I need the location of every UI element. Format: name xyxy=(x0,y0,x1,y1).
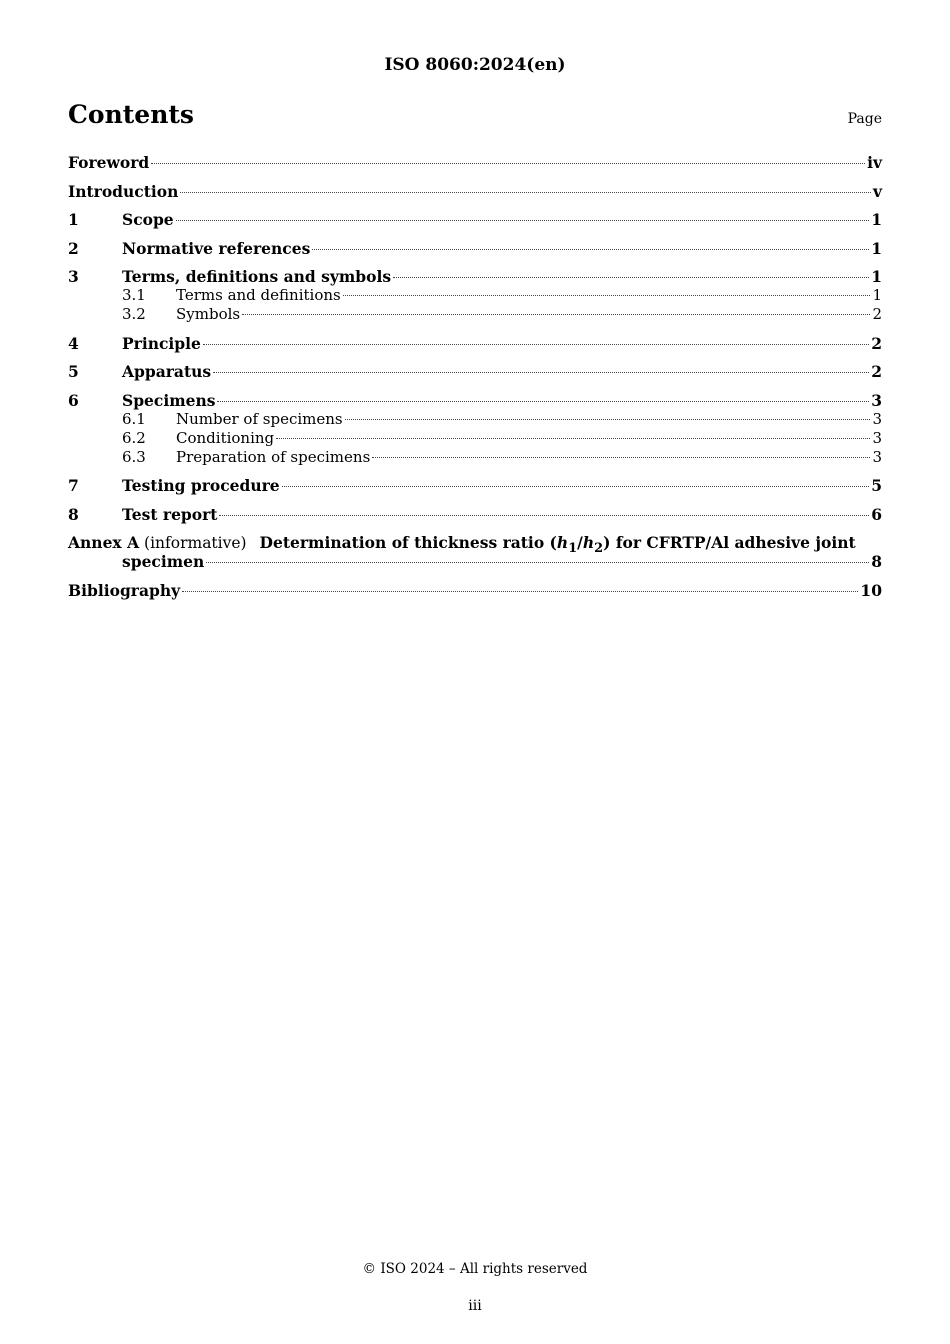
toc-leader-dots xyxy=(206,562,869,563)
toc-page: 2 xyxy=(871,362,882,381)
toc-leader-dots xyxy=(393,277,869,278)
toc-page: 1 xyxy=(871,267,882,286)
toc-page: 3 xyxy=(872,409,882,428)
toc-entry-specimens[interactable] xyxy=(68,391,882,410)
toc-label: Normative references xyxy=(122,238,311,258)
toc-entry-scope[interactable] xyxy=(68,210,882,229)
toc-label: Specimens xyxy=(122,390,216,410)
toc-entry-principle[interactable] xyxy=(68,334,882,353)
toc-number: 6.2 xyxy=(122,428,146,447)
toc-label: Number of specimens xyxy=(176,409,343,428)
toc-entry-test-report[interactable] xyxy=(68,505,882,524)
toc-number: 3.2 xyxy=(122,305,146,323)
toc-label: Principle xyxy=(122,333,201,353)
toc-page: 3 xyxy=(872,428,882,447)
toc-label: Terms, definitions and symbols xyxy=(122,267,392,286)
toc-entry-terms-and-definitions[interactable] xyxy=(68,286,882,305)
toc-entry-number-of-specimens[interactable] xyxy=(68,410,882,429)
toc-number: 6.1 xyxy=(122,409,146,428)
annex-title-continuation xyxy=(68,552,882,571)
toc-entry-apparatus[interactable] xyxy=(68,362,882,381)
toc-number: 1 xyxy=(68,210,79,229)
page-number: iii xyxy=(468,1298,482,1314)
toc-leader-dots xyxy=(219,515,869,516)
toc-leader-dots xyxy=(242,314,870,315)
toc-entry-terms-definitions-symbols[interactable] xyxy=(68,267,882,286)
toc-label: Testing procedure xyxy=(122,476,280,495)
toc-page: 3 xyxy=(871,390,882,410)
toc-leader-dots xyxy=(276,438,870,439)
toc-entry-preparation-of-specimens[interactable] xyxy=(68,448,882,467)
toc-leader-dots xyxy=(282,486,870,487)
toc-label: Apparatus xyxy=(122,362,212,381)
toc-page: 3 xyxy=(872,447,882,466)
toc-page: v xyxy=(872,181,882,201)
toc-label: Scope xyxy=(122,210,174,229)
toc-leader-dots xyxy=(180,192,871,193)
toc-leader-dots xyxy=(176,220,870,221)
toc-entry-conditioning[interactable] xyxy=(68,429,882,448)
toc-number: 4 xyxy=(68,333,79,353)
toc-number: 3 xyxy=(68,267,79,286)
toc-label: Introduction xyxy=(68,181,179,201)
toc-number: 3.1 xyxy=(122,286,146,304)
annex-type: (informative) xyxy=(144,534,247,552)
annex-title-line xyxy=(68,533,882,557)
toc-page: 5 xyxy=(871,476,882,495)
toc-entry-normative-references[interactable] xyxy=(68,239,882,258)
toc-leader-dots xyxy=(312,249,869,250)
toc-entry-testing-procedure[interactable] xyxy=(68,476,882,495)
toc-entry-bibliography[interactable] xyxy=(68,581,882,600)
toc-leader-dots xyxy=(213,372,869,373)
toc-label: Test report xyxy=(122,504,218,524)
toc-page: 1 xyxy=(871,210,882,229)
toc-number: 6 xyxy=(68,390,79,410)
toc-entry-annex-a[interactable] xyxy=(68,533,882,571)
toc-leader-dots xyxy=(372,457,870,458)
toc-number: 8 xyxy=(68,504,79,524)
copyright-notice: © ISO 2024 – All rights reserved xyxy=(362,1261,588,1277)
toc-page: 10 xyxy=(860,580,882,600)
toc-page: iv xyxy=(867,153,882,172)
annex-title: Determination of thickness ratio $(h_1/h_2)$ for CFRTP/Al adhesive joint xyxy=(259,533,856,557)
toc-label: Preparation of specimens xyxy=(176,447,371,466)
toc-label: Symbols xyxy=(176,305,241,323)
toc-page: 6 xyxy=(871,504,882,524)
toc-label: Foreword xyxy=(68,153,150,172)
annex-designation: Annex A xyxy=(68,533,140,552)
toc-leader-dots xyxy=(151,163,865,164)
toc-leader-dots xyxy=(217,401,869,402)
contents-header xyxy=(68,100,882,129)
toc-entry-introduction[interactable] xyxy=(68,182,882,201)
toc-label: Conditioning xyxy=(176,428,275,447)
contents-title: Contents xyxy=(68,100,195,129)
toc-entry-foreword[interactable] xyxy=(68,153,882,172)
toc-page: 8 xyxy=(871,552,882,571)
toc-number: 7 xyxy=(68,476,79,495)
toc-leader-dots xyxy=(343,295,871,296)
toc-number: 6.3 xyxy=(122,447,146,466)
toc-leader-dots xyxy=(345,419,871,420)
toc-page: 1 xyxy=(871,238,882,258)
toc-label: Bibliography xyxy=(68,580,181,600)
toc-label: Terms and definitions xyxy=(176,286,341,304)
toc-number: 5 xyxy=(68,362,79,381)
table-of-contents xyxy=(68,153,882,600)
document-id-header: ISO 8060:2024(en) xyxy=(384,55,566,75)
toc-leader-dots xyxy=(182,591,858,592)
toc-page: 2 xyxy=(872,305,882,323)
toc-entry-symbols[interactable] xyxy=(68,305,882,324)
toc-label: specimen xyxy=(122,552,205,571)
toc-page: 1 xyxy=(872,286,882,304)
toc-page: 2 xyxy=(871,333,882,353)
page-column-label: Page xyxy=(847,111,882,127)
toc-number: 2 xyxy=(68,238,79,258)
toc-leader-dots xyxy=(203,344,869,345)
